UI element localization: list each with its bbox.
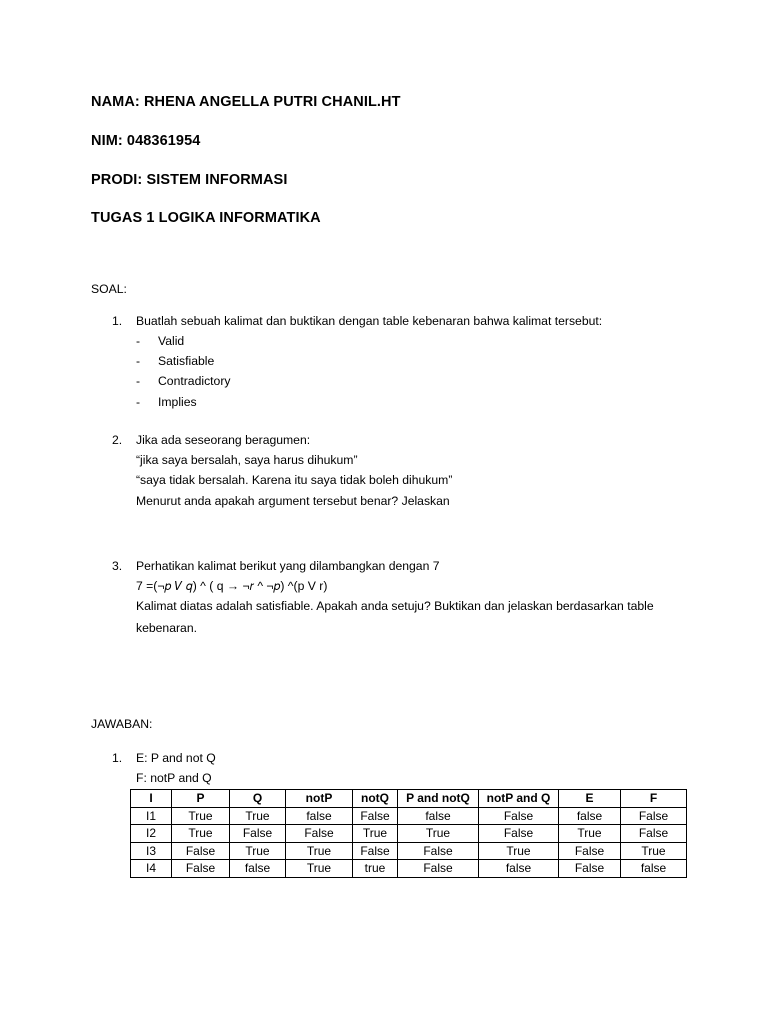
table-cell: True xyxy=(479,842,559,860)
table-row xyxy=(131,842,687,860)
student-nim: NIM: 048361954 xyxy=(91,133,201,149)
f-definition: F: notP and Q xyxy=(136,771,212,785)
q3-line: Kalimat diatas adalah satisfiable. Apakah anda setuju? Buktikan dan jelaskan berdasarkan table xyxy=(136,599,654,613)
table-cell: false xyxy=(398,807,479,825)
header-cell: notQ xyxy=(353,790,398,808)
table-cell: True xyxy=(286,842,353,860)
table-cell: True xyxy=(559,825,621,843)
table-cell: False xyxy=(559,842,621,860)
table-cell: false xyxy=(559,807,621,825)
table-cell: False xyxy=(621,807,687,825)
table-cell: True xyxy=(230,842,286,860)
table-cell: false xyxy=(286,807,353,825)
header-cell: P xyxy=(172,790,230,808)
table-cell: True xyxy=(621,842,687,860)
table-cell: False xyxy=(398,842,479,860)
q3-line: Perhatikan kalimat berikut yang dilambangkan dengan 7 xyxy=(136,559,440,573)
table-cell: I2 xyxy=(131,825,172,843)
q1-item-valid: Valid xyxy=(158,334,185,348)
q3-formula: 7 =(¬𝑝 𝑉 𝑞) ^ ( q → ¬𝑟 ^ ¬𝑝) ^(p V r) xyxy=(136,579,328,593)
assignment-title: TUGAS 1 LOGIKA INFORMATIKA xyxy=(91,210,321,226)
q1-item-implies: Implies xyxy=(158,395,197,409)
table-cell: False xyxy=(353,842,398,860)
table-cell: False xyxy=(621,825,687,843)
header-cell: P and notQ xyxy=(398,790,479,808)
table-cell: False xyxy=(172,842,230,860)
table-cell: True xyxy=(230,807,286,825)
table-cell: false xyxy=(621,860,687,878)
table-cell: false xyxy=(230,860,286,878)
q2-line: Menurut anda apakah argument tersebut benar? Jelaskan xyxy=(136,494,450,508)
table-row xyxy=(131,825,687,843)
soal-label: SOAL: xyxy=(91,282,127,296)
table-cell: I1 xyxy=(131,807,172,825)
study-program: PRODI: SISTEM INFORMASI xyxy=(91,172,288,188)
q2-line: “jika saya bersalah, saya harus dihukum” xyxy=(136,453,358,467)
table-cell: False xyxy=(172,860,230,878)
truth-table xyxy=(130,789,687,878)
table-cell: True xyxy=(172,825,230,843)
table-cell: False xyxy=(479,825,559,843)
bullet-dash: - xyxy=(136,395,141,409)
header-cell: notP xyxy=(286,790,353,808)
bullet-dash: - xyxy=(136,354,141,368)
header-cell: Q xyxy=(230,790,286,808)
table-cell: False xyxy=(230,825,286,843)
q2-number: 2. xyxy=(112,433,123,447)
table-cell: False xyxy=(353,807,398,825)
table-cell: I4 xyxy=(131,860,172,878)
jawaban-label: JAWABAN: xyxy=(91,717,153,731)
table-cell: True xyxy=(172,807,230,825)
header-cell: E xyxy=(559,790,621,808)
table-cell: false xyxy=(479,860,559,878)
q1-item-satisfiable: Satisfiable xyxy=(158,354,215,368)
q2-line: “saya tidak bersalah. Karena itu saya tidak boleh dihukum” xyxy=(136,473,453,487)
table-cell: False xyxy=(286,825,353,843)
q1-number: 1. xyxy=(112,314,123,328)
table-cell: False xyxy=(559,860,621,878)
q1-text: Buatlah sebuah kalimat dan buktikan dengan table kebenaran bahwa kalimat tersebut: xyxy=(136,314,603,328)
header-cell: notP and Q xyxy=(479,790,559,808)
e-definition: E: P and not Q xyxy=(136,751,216,765)
table-row xyxy=(131,860,687,878)
table-cell: True xyxy=(398,825,479,843)
q2-line: Jika ada seseorang beragumen: xyxy=(136,433,311,447)
table-row xyxy=(131,807,687,825)
bullet-dash: - xyxy=(136,334,141,348)
a1-number: 1. xyxy=(112,751,123,765)
header-cell: I xyxy=(131,790,172,808)
q1-item-contradictory: Contradictory xyxy=(158,374,231,388)
table-cell: False xyxy=(479,807,559,825)
table-cell: False xyxy=(398,860,479,878)
q3-line: kebenaran. xyxy=(136,621,197,635)
table-cell: True xyxy=(286,860,353,878)
table-cell: true xyxy=(353,860,398,878)
header-cell: F xyxy=(621,790,687,808)
student-name: NAMA: RHENA ANGELLA PUTRI CHANIL.HT xyxy=(91,94,401,110)
q3-number: 3. xyxy=(112,559,123,573)
table-header-row xyxy=(131,790,687,808)
bullet-dash: - xyxy=(136,374,141,388)
table-cell: I3 xyxy=(131,842,172,860)
table-cell: True xyxy=(353,825,398,843)
